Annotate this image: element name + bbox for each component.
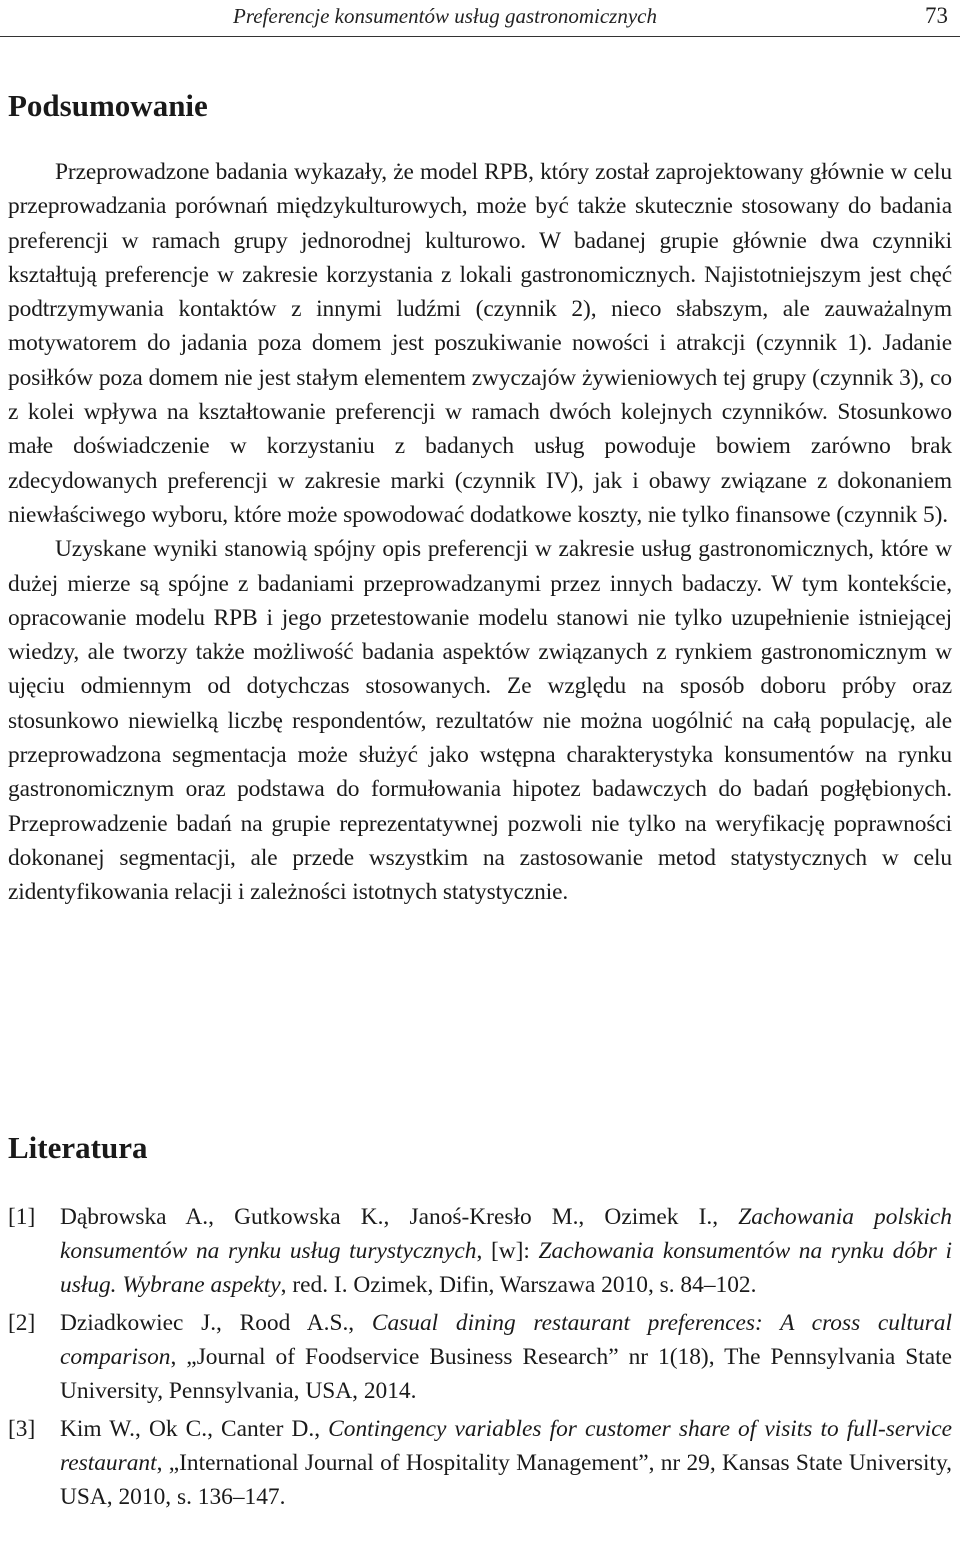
- reference-number: [2]: [8, 1310, 36, 1336]
- reference-rest: , red. I. Ozimek, Difin, Warszawa 2010, s. 84–102.: [280, 1272, 757, 1298]
- reference-number: [1]: [8, 1204, 36, 1230]
- reference-title: Casual dining restaurant preferences: A cross cultural comparison: [60, 1310, 952, 1370]
- summary-paragraph: Uzyskane wyniki stanowią spójny opis preferencji w zakresie usług gastronomicznych, które w dużej mierze są spójne z badaniami przeprowadzanymi przez innych badaczy. W tym kontekście, opracowanie modelu RPB i jego przetestowanie modelu stanowi nie tylko uzupełnienie istniejącej wiedzy, ale tworzy także możliwość badania aspektów związanych z rynkiem gastronomicznym w ujęciu odmiennym od dotychczas stosowanych. Ze względu na sposób doboru próby oraz stosunkowo niewielką liczbę respondentów, rezultatów nie można uogólnić na całą populację, ale przeprowadzona segmentacja może służyć jako wstępna charakterystyka konsumentów na rynku gastronomicznym oraz podstawa do formułowania hipotez badawczych do badań pogłębionych. Przeprowadzenie badań na grupie reprezentatywnej pozwoli nie tylko na weryfikację poprawności dokonanej segmentacji, ale przede wszystkim na zastosowanie metod statystycznych w celu zidentyfikowania relacji i zależności istotnych statystycznie.: [8, 536, 952, 906]
- running-header: [0, 0, 960, 37]
- running-title: Preferencje konsumentów usług gastronomicznych: [233, 4, 657, 28]
- section-heading-summary: Podsumowanie: [8, 88, 208, 123]
- summary-paragraph: Przeprowadzone badania wykazały, że model RPB, który został zaprojektowany głównie w celu przeprowadzania porównań międzykulturowych, może być także skutecznie stosowany do badania preferencji w ramach grupy jednorodnej kulturowo. W badanej grupie głównie dwa czynniki kształtują preferencje w zakresie korzystania z lokali gastronomicznych. Najistotniejszym jest chęć podtrzymywania kontaktów z innymi ludźmi (czynnik 2), nieco słabszym, ale zauważalnym motywatorem do jadania poza domem jest poszukiwanie nowości i atrakcji (czynnik 1). Jadanie posiłków poza domem nie jest stałym elementem zwyczajów żywieniowych tej grupy (czynnik 3), co z kolei wpływa na kształtowanie preferencji w ramach dwóch kolejnych czynników. Stosunkowo małe doświadczenie w korzystaniu z badanych usług powoduje bowiem zarówno brak zdecydowanych preferencji w zakresie marki (czynnik IV), jak i obawy związane z dokonaniem niewłaściwego wyboru, które może spowodować dodatkowe koszty, nie tylko finansowe (czynnik 5).: [8, 159, 952, 528]
- reference-item: [8, 1412, 952, 1514]
- reference-item: [8, 1200, 952, 1302]
- reference-title: Contingency variables for customer share of visits to full-service restaurant: [60, 1416, 952, 1476]
- reference-item: [8, 1306, 952, 1408]
- reference-list: [8, 1200, 952, 1518]
- reference-middle: , [w]:: [476, 1238, 539, 1264]
- summary-body: [8, 155, 952, 910]
- reference-authors: Kim W., Ok C., Canter D.,: [60, 1416, 329, 1442]
- reference-authors: Dziadkowiec J., Rood A.S.,: [60, 1310, 372, 1336]
- reference-number: [3]: [8, 1416, 36, 1442]
- section-heading-literature: Literatura: [8, 1130, 148, 1165]
- reference-source: Zachowania konsumentów na rynku dóbr i usług. Wybrane aspekty: [60, 1238, 952, 1298]
- reference-middle: , „Journal of Foodservice Business Research” nr 1(18), The Pennsylvania State University, Pennsylvania, USA, 2014.: [60, 1344, 952, 1404]
- reference-middle: , „International Journal of Hospitality Management”, nr 29, Kansas State University, USA, 2010, s. 136–147.: [60, 1450, 952, 1510]
- reference-title: Zachowania polskich konsumentów na rynku usług turystycznych: [60, 1204, 953, 1264]
- reference-authors: Dąbrowska A., Gutkowska K., Janoś-Kresło M., Ozimek I.,: [60, 1204, 739, 1230]
- page-number: 73: [925, 3, 948, 28]
